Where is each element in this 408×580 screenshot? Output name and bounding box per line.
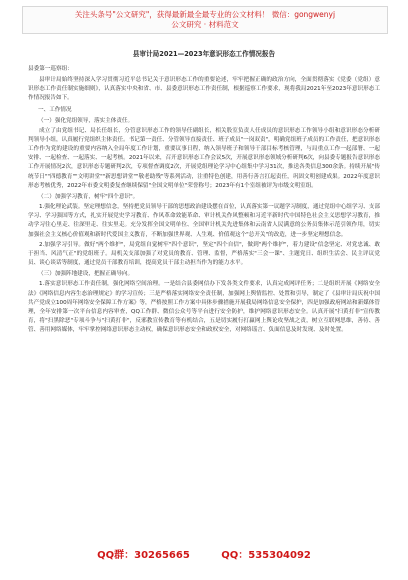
section-heading: （三）加强阵地建设，把握正确导向。 <box>38 271 134 278</box>
banner-text: 关注头条号"公文研究"，获得最新最全最专业的公文材料！ 微信：gongwenyj <box>74 10 336 19</box>
document-title: 县审计局2021—2023年意识形态工作情况报告 <box>132 50 276 58</box>
body-paragraph: 1.落实意识形态工作责任制，强化网络空间治理。一是结合县委网信办下发各类文件要求，认真完成网评任务；二是组织开展《网络安全法》《网络信息内容生态治理规定》的学习宣传；三是严格落实网络安全责任制，加强网上舆情监控、处置和引导，制定了《县审计局庆祝中国共产党成立100周年网络安全保障工作方案》等，严格按照工作方案中具体步骤措施开展我局网络信息安全保护，四是加强政府网站和新媒体管理，全年安排第一次平台信息内容审查，QQ工作群、微信公众号等平台进行安全防护，维护网络意识形态安全。认真开展"扫黄打非"宣传教育，将"扫黑除恶"专项斗争与"扫黄打非"，反邪教宣传教育等有机结合，五是切实履行打赢网上舆论攻坚战之责，树立互联网思维，善待、善管、善用网络媒体，牢牢掌控网络意识形态主动权，确保意识形态安全和政权安全，对网络谣言、负面信息及时发现、及时处置。 <box>28 281 380 334</box>
document-greeting: 县委第一巡察组： <box>28 66 73 72</box>
body-paragraph: 县审计局始终坚持深入学习贯彻习近平总书记关于意识形态工作的重要论述，牢牢把握正确的政治方向，全面贯彻落实《党委（党组）意识形态工作责任制实施细则》，认真落实中央和省、市、县委意识形态工作责任制，根据巡察工作要求，现将我局2021年至2023年意识形态工作情况报告如下。 <box>28 77 380 102</box>
document-content <box>28 76 380 336</box>
promo-banner <box>22 6 388 34</box>
section-heading: （二）加强学习教育，树牢"四个意识"。 <box>38 194 139 201</box>
qq-text: QQ：535304092 <box>221 550 311 561</box>
section-heading: （一）强化党组领导，落实主体责任。 <box>38 117 134 124</box>
document-body <box>28 50 380 337</box>
body-paragraph: 成立了由党组书记、局长任组长，分管意识形态工作的领导任副组长，相关股室负责人任成员的意识形态工作领导小组和意识形态分析研判领导小组，认真履行党组织主体责任。书记第一责任、分管领导直接责任、班子成员"一岗双责"，明确党组班子成员的工作责任，把意识形态工作作为党的建设的重要内容纳入全局年度工作计划，重要议事日程，纳入领导班子和领导干部目标考核管理，与局重点工作一起部署、一起安排、一起检查、一起落实、一起考核。2021年以来，召开意识形态工作会议5次，开展意识形态领域分析研判6次，向县委专题报告意识形态工作开展情况2次，意识形态专题研判2次，专项督查调度2次，开展党组理论学习中心组集中学习31次，推送各类信息300余条。持续开展"传统节日""四德教育""文明讲堂""新思想讲堂""敬老助残"等系列活动，注重特色创建，用善行善言扛起责任，巩固文明创建成果。2022年度意识形态考核优秀，2022年市委文明委复查继续保留"全国文明单位"荣誉称号；2023年有1个室组被评为市级文明室组。 <box>28 127 380 189</box>
body-paragraph: 1.强化理论武装。坚定理想信念，坚持把党员领导干部的思想政治建设摆在首位，认真落实第一议题学习制度，通过党组中心组学习、支部学习、学习强国等方式，扎实开展党史学习教育、作风革命效能革命、审计机关作风整顿和习近平新时代中国特色社会主义思想学习教育，推动学习往心里走、往深里走、往实里走。充分发挥全国文明单位、全国审计机关先进集体和云南省人民满意的公务员集体示范引领作用，切实加强社会主义核心价值观和新时代爱国主义教育，不断加强世界观、人生观、价值观这个"总开关"的改造，进一步坚定理想信念。 <box>28 204 380 238</box>
contact-footer <box>0 546 408 561</box>
qq-group-text: QQ群：30265665 <box>97 550 190 561</box>
body-paragraph: 2.加强学习引导。做好"两个维护"，局党组自觉树牢"四个意识"，坚定"四个自信"，做到"两个维护"，着力建设"信念坚定、对党忠诚、敢于担当、风清气正"的党组班子。局机关支部加强了对党员的教育、管理、监督，严格落实"三会一课"、主题党日、组织生活会、民主评议党员、谈心谈话等制度，通过党员干部教育培训，提高党员干部主动担当作为的能力水平。 <box>28 241 380 267</box>
section-heading: 一、工作情况 <box>38 106 72 113</box>
banner-subtext: 公文研究 · 材料范文 <box>171 20 239 29</box>
